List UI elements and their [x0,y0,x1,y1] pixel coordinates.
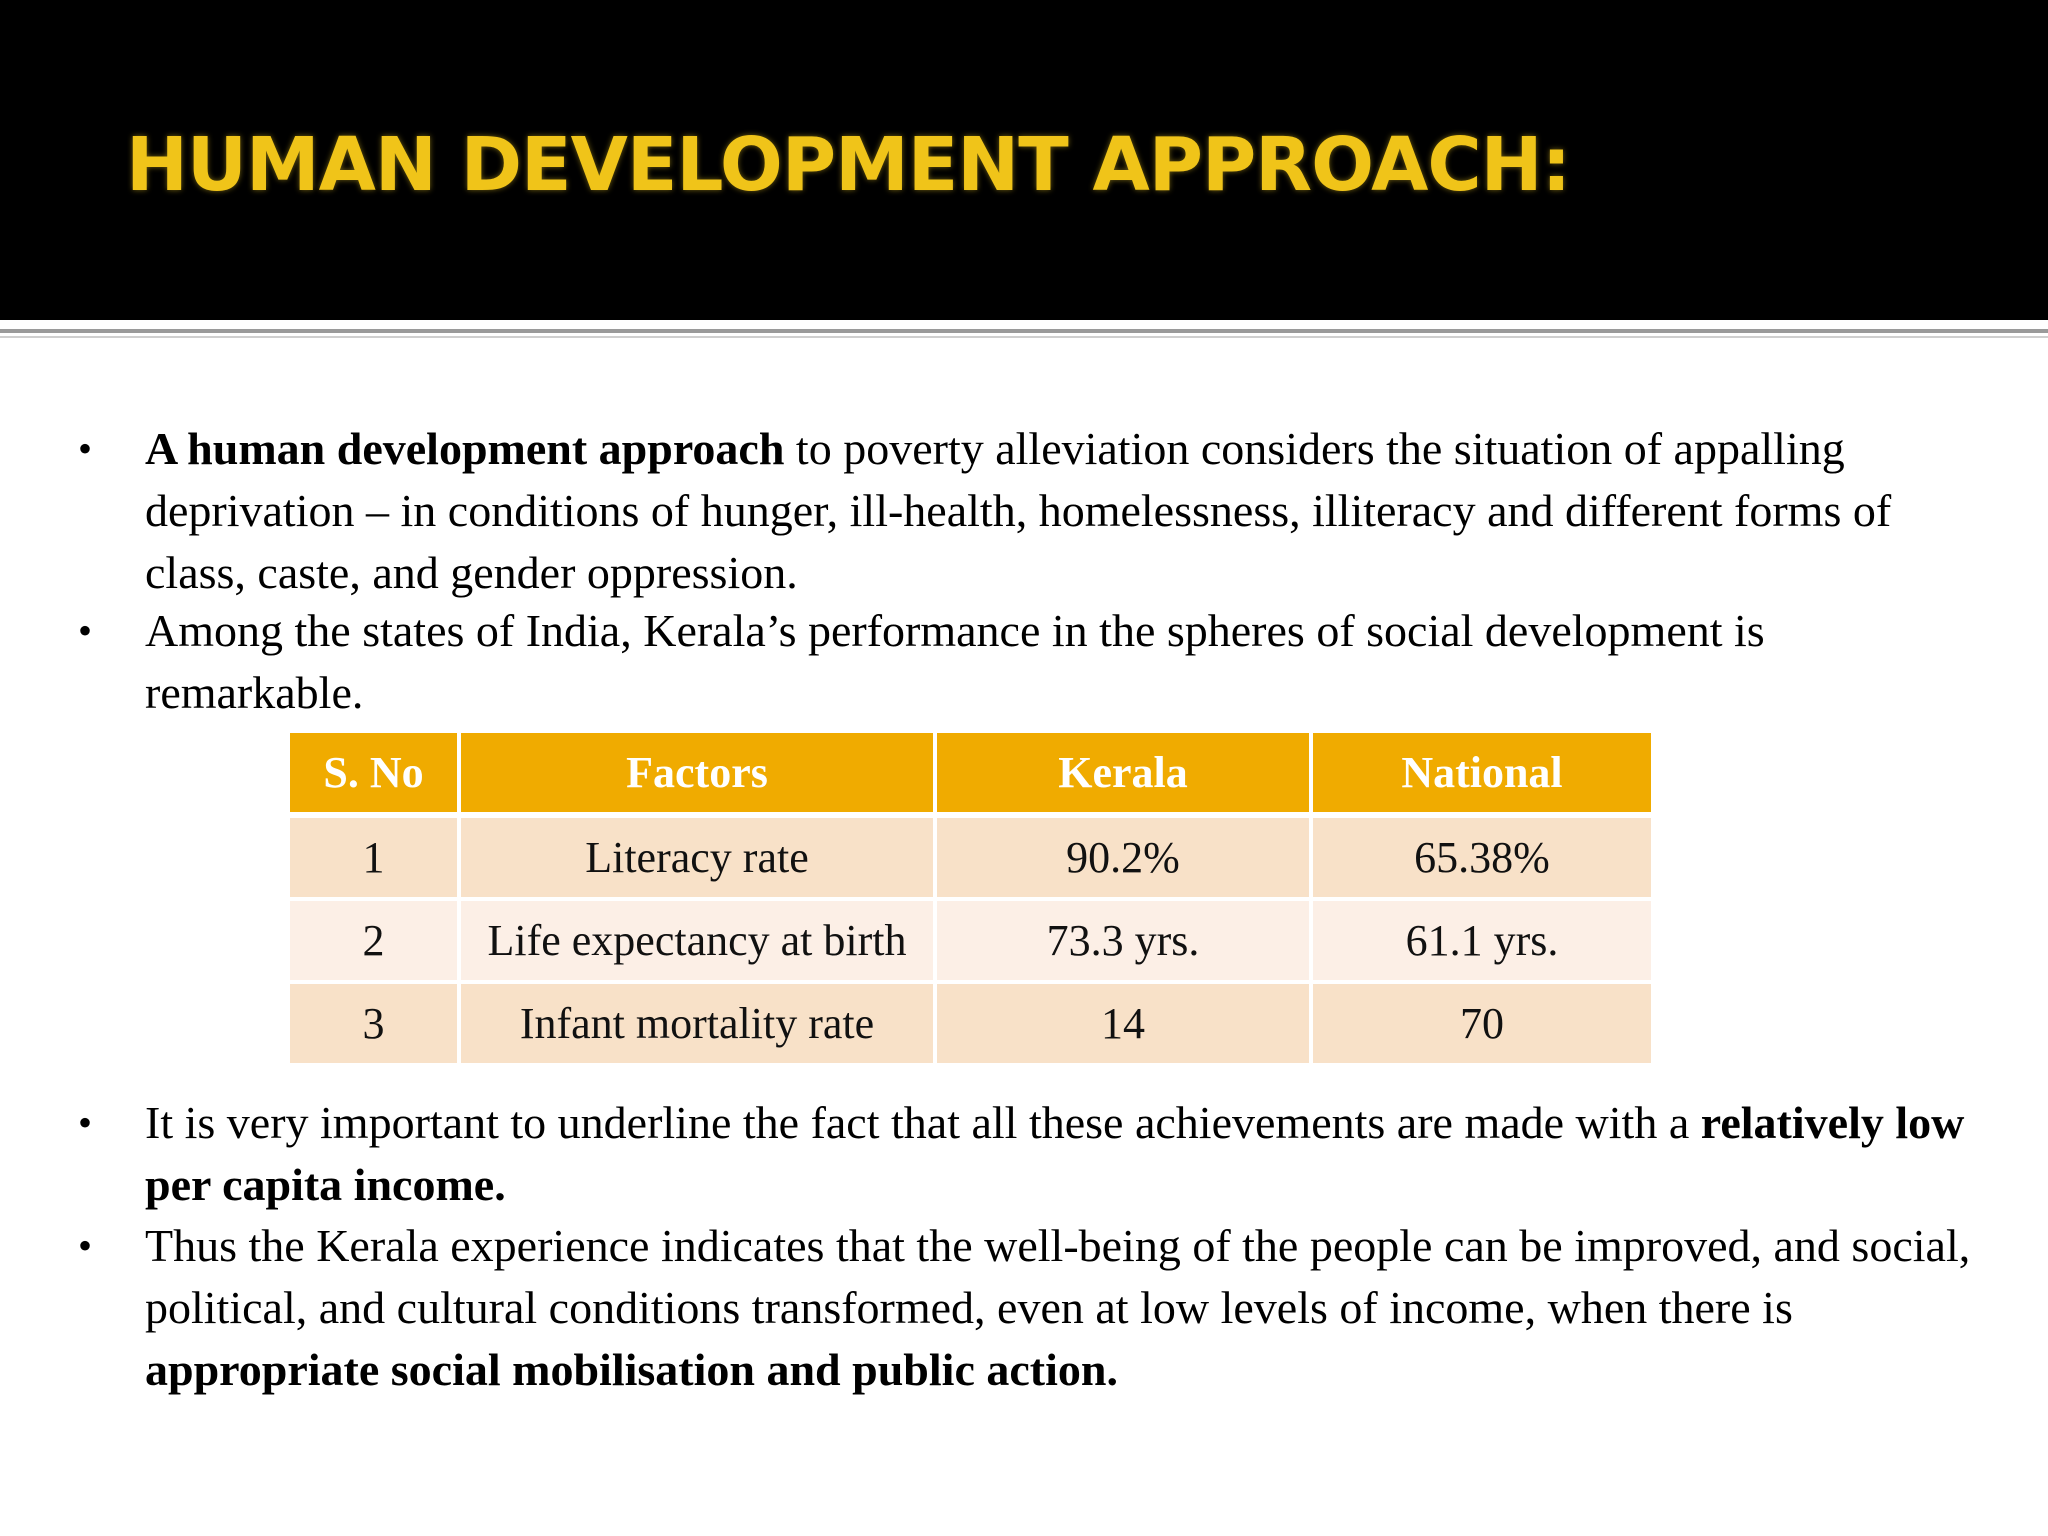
bullet-item [78,1092,1985,1216]
cell-factor: Life expectancy at birth [459,899,935,982]
bullet-dot-icon: • [78,426,93,471]
table-row [290,899,1651,982]
cell-factor: Literacy rate [459,815,935,899]
kerala-comparison-table [290,733,1651,1063]
bullet-item [78,600,1985,724]
bullet-text: Thus the Kerala experience indicates that the well-being of the people can be improved, and social, political, and cultural conditions transformed, even at low levels of income, when there is [145,1220,1971,1333]
column-header-sno: S. No [290,733,459,815]
bullet-text: Among the states of India, Kerala’s performance in the spheres of social development is remarkable. [145,605,1765,718]
cell-factor: Infant mortality rate [459,982,935,1063]
table-row [290,982,1651,1063]
bullet-bold-text: appropriate social mobilisation and public action. [145,1344,1118,1395]
cell-national: 61.1 yrs. [1311,899,1651,982]
cell-kerala: 73.3 yrs. [935,899,1311,982]
cell-sno: 2 [290,899,459,982]
cell-sno: 1 [290,815,459,899]
divider-line-secondary [0,336,2048,338]
bullet-text: to poverty alleviation considers the situation of appalling deprivation – in conditions of hunger, ill-health, homelessness, illiteracy and different forms of class, caste, and gender oppression. [145,423,1892,598]
bullet-dot-icon: • [78,1223,93,1268]
cell-national: 65.38% [1311,815,1651,899]
cell-kerala: 14 [935,982,1311,1063]
table-header-row [290,733,1651,815]
bullet-bold-text: A human development approach [145,423,785,474]
column-header-kerala: Kerala [935,733,1311,815]
bullet-dot-icon: • [78,608,93,653]
divider-line [0,329,2048,333]
bullet-dot-icon: • [78,1100,93,1145]
bullet-item [78,418,1985,604]
slide-title: HUMAN DEVELOPMENT APPROACH: [126,122,1571,208]
column-header-national: National [1311,733,1651,815]
bullet-text: It is very important to underline the fact that all these achievements are made with a [145,1097,1701,1148]
cell-national: 70 [1311,982,1651,1063]
cell-kerala: 90.2% [935,815,1311,899]
bullet-bold-text: relatively low per capita income. [145,1097,1965,1210]
column-header-factors: Factors [459,733,935,815]
table-row [290,815,1651,899]
cell-sno: 3 [290,982,459,1063]
bullet-item [78,1215,1985,1401]
